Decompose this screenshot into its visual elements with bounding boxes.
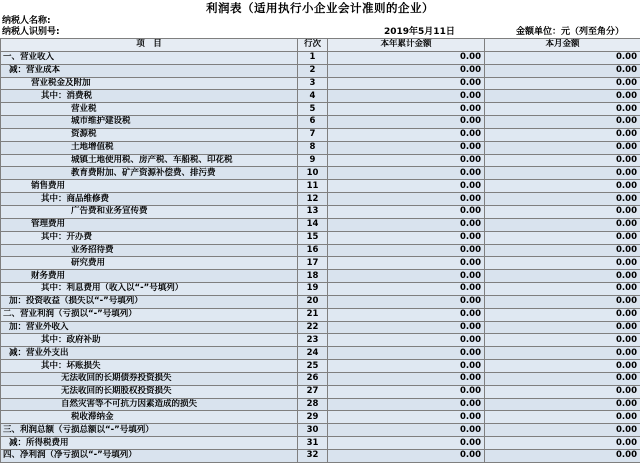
row-item: 其中：开办费 (1, 231, 298, 244)
row-line-number: 21 (298, 308, 328, 321)
row-item: 销售费用 (1, 180, 298, 193)
row-month-amount: 0.00 (485, 321, 640, 334)
table-row (1, 347, 640, 360)
row-line-number: 4 (298, 90, 328, 103)
row-item: 减：所得税费用 (1, 437, 298, 450)
row-item: 加：投资收益（损失以“-”号填列） (1, 295, 298, 308)
row-item: 四、净利润（净亏损以“-”号填列） (1, 450, 298, 463)
table-row (1, 64, 640, 77)
row-item: 城市维护建设税 (1, 116, 298, 129)
row-ytd-amount: 0.00 (328, 334, 485, 347)
row-line-number: 22 (298, 321, 328, 334)
row-ytd-amount: 0.00 (328, 257, 485, 270)
table-row (1, 141, 640, 154)
row-item: 广告费和业务宣传费 (1, 205, 298, 218)
row-month-amount: 0.00 (485, 77, 640, 90)
row-ytd-amount: 0.00 (328, 154, 485, 167)
row-month-amount: 0.00 (485, 385, 640, 398)
row-line-number: 13 (298, 205, 328, 218)
row-item: 加：营业外收入 (1, 321, 298, 334)
table-row (1, 283, 640, 296)
row-ytd-amount: 0.00 (328, 450, 485, 463)
table-row (1, 193, 640, 206)
table-row (1, 295, 640, 308)
row-ytd-amount: 0.00 (328, 205, 485, 218)
row-ytd-amount: 0.00 (328, 218, 485, 231)
row-ytd-amount: 0.00 (328, 372, 485, 385)
row-line-number: 26 (298, 372, 328, 385)
row-month-amount: 0.00 (485, 270, 640, 283)
row-month-amount: 0.00 (485, 64, 640, 77)
row-line-number: 12 (298, 193, 328, 206)
column-header-line: 行次 (298, 39, 328, 52)
table-row (1, 51, 640, 64)
table-row (1, 385, 640, 398)
row-month-amount: 0.00 (485, 167, 640, 180)
table-row (1, 218, 640, 231)
column-header-month: 本月金额 (485, 39, 640, 52)
row-month-amount: 0.00 (485, 180, 640, 193)
row-item: 土地增值税 (1, 141, 298, 154)
row-line-number: 3 (298, 77, 328, 90)
row-line-number: 25 (298, 360, 328, 373)
row-ytd-amount: 0.00 (328, 437, 485, 450)
row-item: 营业税金及附加 (1, 77, 298, 90)
row-month-amount: 0.00 (485, 372, 640, 385)
row-month-amount: 0.00 (485, 205, 640, 218)
row-ytd-amount: 0.00 (328, 90, 485, 103)
row-line-number: 20 (298, 295, 328, 308)
row-ytd-amount: 0.00 (328, 77, 485, 90)
row-month-amount: 0.00 (485, 90, 640, 103)
row-line-number: 2 (298, 64, 328, 77)
report-date: 2019年5月11日 (384, 27, 455, 38)
table-row (1, 167, 640, 180)
table-row (1, 205, 640, 218)
row-item: 无法收回的长期股权投资损失 (1, 385, 298, 398)
row-line-number: 27 (298, 385, 328, 398)
row-line-number: 11 (298, 180, 328, 193)
row-item: 其中：利息费用（收入以“-”号填列） (1, 283, 298, 296)
row-month-amount: 0.00 (485, 193, 640, 206)
table-row (1, 321, 640, 334)
table-row (1, 450, 640, 463)
row-item: 财务费用 (1, 270, 298, 283)
row-ytd-amount: 0.00 (328, 424, 485, 437)
row-ytd-amount: 0.00 (328, 193, 485, 206)
row-item: 二、营业利润（亏损以“-”号填列） (1, 308, 298, 321)
table-row (1, 103, 640, 116)
row-item: 减：营业外支出 (1, 347, 298, 360)
row-line-number: 10 (298, 167, 328, 180)
row-month-amount: 0.00 (485, 347, 640, 360)
row-line-number: 5 (298, 103, 328, 116)
table-row (1, 411, 640, 424)
row-ytd-amount: 0.00 (328, 295, 485, 308)
row-month-amount: 0.00 (485, 334, 640, 347)
row-item: 自然灾害等不可抗力因素造成的损失 (1, 398, 298, 411)
row-item: 研究费用 (1, 257, 298, 270)
row-item: 业务招待费 (1, 244, 298, 257)
row-ytd-amount: 0.00 (328, 321, 485, 334)
row-line-number: 1 (298, 51, 328, 64)
row-item: 管理费用 (1, 218, 298, 231)
row-item: 税收滞纳金 (1, 411, 298, 424)
table-row (1, 437, 640, 450)
table-row (1, 231, 640, 244)
row-ytd-amount: 0.00 (328, 64, 485, 77)
row-month-amount: 0.00 (485, 141, 640, 154)
row-ytd-amount: 0.00 (328, 360, 485, 373)
row-ytd-amount: 0.00 (328, 141, 485, 154)
taxpayer-name-label: 纳税人名称: (2, 16, 51, 27)
row-item: 资源税 (1, 128, 298, 141)
row-line-number: 24 (298, 347, 328, 360)
table-row (1, 116, 640, 129)
row-ytd-amount: 0.00 (328, 167, 485, 180)
table-row (1, 154, 640, 167)
row-ytd-amount: 0.00 (328, 180, 485, 193)
table-row (1, 77, 640, 90)
row-line-number: 19 (298, 283, 328, 296)
row-month-amount: 0.00 (485, 154, 640, 167)
row-ytd-amount: 0.00 (328, 270, 485, 283)
taxpayer-id-label: 纳税人识别号: (2, 27, 60, 38)
row-line-number: 15 (298, 231, 328, 244)
row-month-amount: 0.00 (485, 51, 640, 64)
table-row (1, 128, 640, 141)
row-month-amount: 0.00 (485, 308, 640, 321)
row-month-amount: 0.00 (485, 411, 640, 424)
row-month-amount: 0.00 (485, 295, 640, 308)
row-line-number: 18 (298, 270, 328, 283)
row-month-amount: 0.00 (485, 116, 640, 129)
row-month-amount: 0.00 (485, 257, 640, 270)
row-ytd-amount: 0.00 (328, 128, 485, 141)
column-header-item: 项 目 (1, 39, 298, 52)
row-line-number: 14 (298, 218, 328, 231)
table-row (1, 398, 640, 411)
amount-unit: 金额单位：元（列至角分） (516, 27, 624, 38)
row-item: 其中：消费税 (1, 90, 298, 103)
row-item: 城镇土地使用税、房产税、车船税、印花税 (1, 154, 298, 167)
row-ytd-amount: 0.00 (328, 411, 485, 424)
row-item: 教育费附加、矿产资源补偿费、排污费 (1, 167, 298, 180)
row-ytd-amount: 0.00 (328, 103, 485, 116)
row-ytd-amount: 0.00 (328, 116, 485, 129)
row-item: 无法收回的长期债券投资损失 (1, 372, 298, 385)
row-ytd-amount: 0.00 (328, 244, 485, 257)
table-row (1, 424, 640, 437)
row-ytd-amount: 0.00 (328, 283, 485, 296)
row-ytd-amount: 0.00 (328, 398, 485, 411)
row-line-number: 32 (298, 450, 328, 463)
row-month-amount: 0.00 (485, 437, 640, 450)
table-row (1, 244, 640, 257)
row-ytd-amount: 0.00 (328, 385, 485, 398)
row-ytd-amount: 0.00 (328, 308, 485, 321)
row-month-amount: 0.00 (485, 283, 640, 296)
row-line-number: 17 (298, 257, 328, 270)
table-header-row (1, 39, 640, 52)
row-line-number: 29 (298, 411, 328, 424)
row-month-amount: 0.00 (485, 218, 640, 231)
row-line-number: 23 (298, 334, 328, 347)
row-month-amount: 0.00 (485, 360, 640, 373)
row-line-number: 7 (298, 128, 328, 141)
row-line-number: 8 (298, 141, 328, 154)
income-statement-table (0, 38, 640, 463)
table-row (1, 334, 640, 347)
row-month-amount: 0.00 (485, 398, 640, 411)
column-header-ytd: 本年累计金额 (328, 39, 485, 52)
row-line-number: 16 (298, 244, 328, 257)
row-line-number: 9 (298, 154, 328, 167)
table-row (1, 270, 640, 283)
table-row (1, 257, 640, 270)
row-item: 其中：政府补助 (1, 334, 298, 347)
row-month-amount: 0.00 (485, 103, 640, 116)
row-month-amount: 0.00 (485, 244, 640, 257)
row-line-number: 30 (298, 424, 328, 437)
row-item: 营业税 (1, 103, 298, 116)
row-line-number: 6 (298, 116, 328, 129)
table-row (1, 360, 640, 373)
table-row (1, 180, 640, 193)
report-title: 利润表（适用执行小企业会计准则的企业） (0, 0, 640, 16)
table-row (1, 372, 640, 385)
row-month-amount: 0.00 (485, 450, 640, 463)
row-line-number: 31 (298, 437, 328, 450)
row-ytd-amount: 0.00 (328, 51, 485, 64)
row-ytd-amount: 0.00 (328, 347, 485, 360)
table-row (1, 308, 640, 321)
row-line-number: 28 (298, 398, 328, 411)
row-item: 减：营业成本 (1, 64, 298, 77)
row-month-amount: 0.00 (485, 424, 640, 437)
row-item: 其中：坏账损失 (1, 360, 298, 373)
row-item: 其中：商品维修费 (1, 193, 298, 206)
row-item: 三、利润总额（亏损总额以“-”号填列） (1, 424, 298, 437)
row-month-amount: 0.00 (485, 128, 640, 141)
row-ytd-amount: 0.00 (328, 231, 485, 244)
row-month-amount: 0.00 (485, 231, 640, 244)
row-item: 一、营业收入 (1, 51, 298, 64)
table-row (1, 90, 640, 103)
